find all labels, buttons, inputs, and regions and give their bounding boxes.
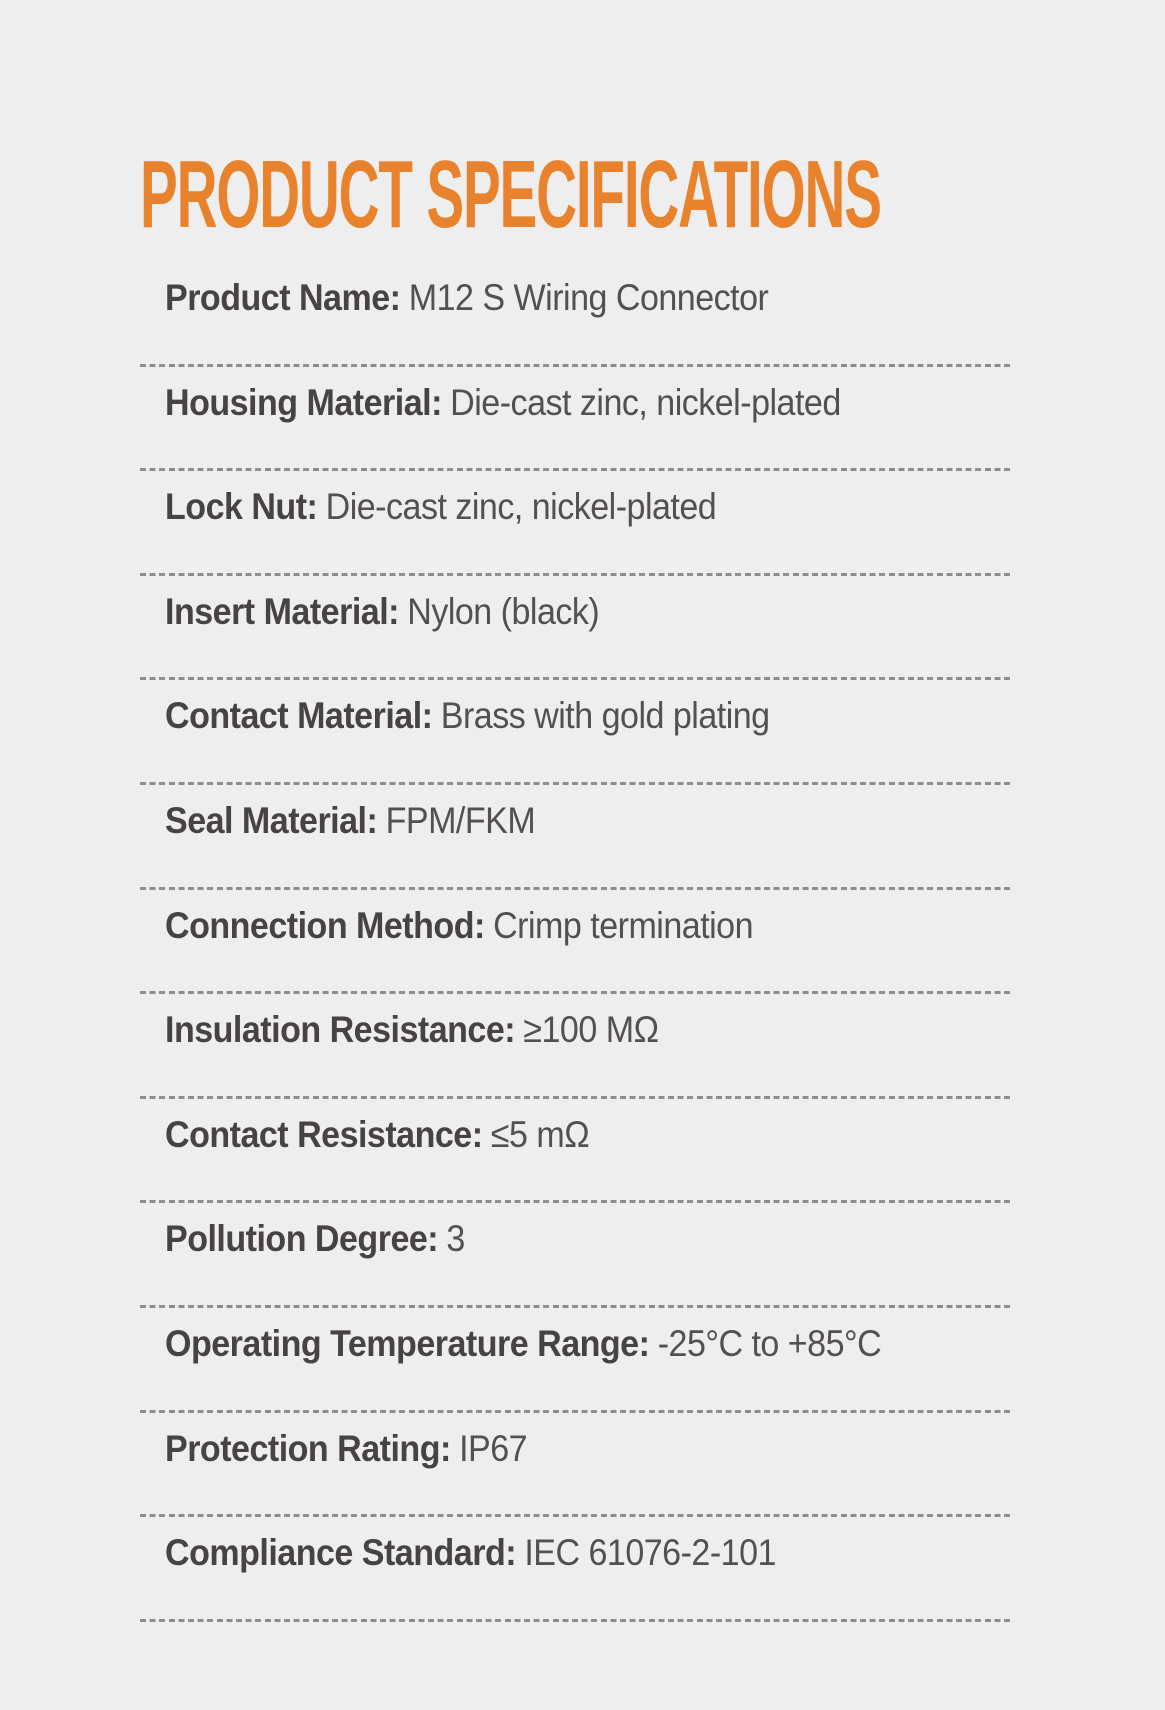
spec-label: Protection Rating: [165, 1427, 451, 1469]
spec-value: ≥100 MΩ [523, 1009, 659, 1051]
spec-value: -25°C to +85°C [657, 1322, 882, 1364]
row-divider [140, 1619, 1013, 1622]
spec-text [165, 799, 535, 843]
spec-label: Seal Material: [165, 799, 378, 841]
spec-value: FPM/FKM [385, 799, 536, 841]
spec-text [165, 1531, 776, 1575]
spec-row [140, 576, 1013, 681]
spec-row [140, 680, 1013, 785]
spec-value: 3 [446, 1218, 465, 1260]
spec-value: ≤5 mΩ [490, 1113, 590, 1155]
spec-row [140, 367, 1013, 472]
page-title: PRODUCT SPECIFICATIONS [140, 141, 881, 248]
spec-text [165, 1113, 589, 1157]
spec-text [165, 1008, 659, 1052]
spec-row [140, 471, 1013, 576]
spec-value: Die-cast zinc, nickel-plated [325, 486, 717, 528]
spec-value: IEC 61076-2-101 [524, 1532, 776, 1574]
spec-text [165, 1427, 527, 1471]
spec-text [165, 904, 753, 948]
spec-row [140, 994, 1013, 1099]
spec-text [165, 276, 768, 320]
spec-label: Lock Nut: [165, 486, 318, 528]
spec-label: Operating Temperature Range: [165, 1322, 650, 1364]
spec-list [140, 262, 1013, 1622]
spec-row [140, 262, 1013, 367]
spec-text [165, 485, 716, 529]
spec-value: M12 S Wiring Connector [408, 277, 769, 318]
spec-label: Compliance Standard: [165, 1532, 517, 1574]
spec-value: IP67 [459, 1427, 528, 1469]
spec-row [140, 1203, 1013, 1308]
spec-text [165, 1322, 881, 1366]
spec-label: Pollution Degree: [165, 1218, 439, 1260]
spec-value: Crimp termination [493, 904, 754, 946]
spec-label: Insulation Resistance: [165, 1009, 516, 1051]
spec-label: Insert Material: [165, 590, 399, 632]
spec-text [165, 1217, 465, 1261]
spec-row [140, 1517, 1013, 1622]
spec-text [165, 694, 770, 738]
spec-label: Housing Material: [165, 381, 442, 423]
spec-text [165, 590, 599, 634]
spec-label: Product Name: [165, 277, 401, 318]
spec-row [140, 890, 1013, 995]
spec-row [140, 1099, 1013, 1204]
spec-text [165, 381, 841, 425]
spec-label: Connection Method: [165, 904, 485, 946]
spec-row [140, 1413, 1013, 1518]
spec-label: Contact Material: [165, 695, 433, 737]
spec-row [140, 1308, 1013, 1413]
spec-row [140, 785, 1013, 890]
spec-value: Brass with gold plating [440, 695, 770, 737]
spec-label: Contact Resistance: [165, 1113, 483, 1155]
spec-value: Die-cast zinc, nickel-plated [450, 381, 841, 423]
spec-value: Nylon (black) [407, 590, 600, 632]
